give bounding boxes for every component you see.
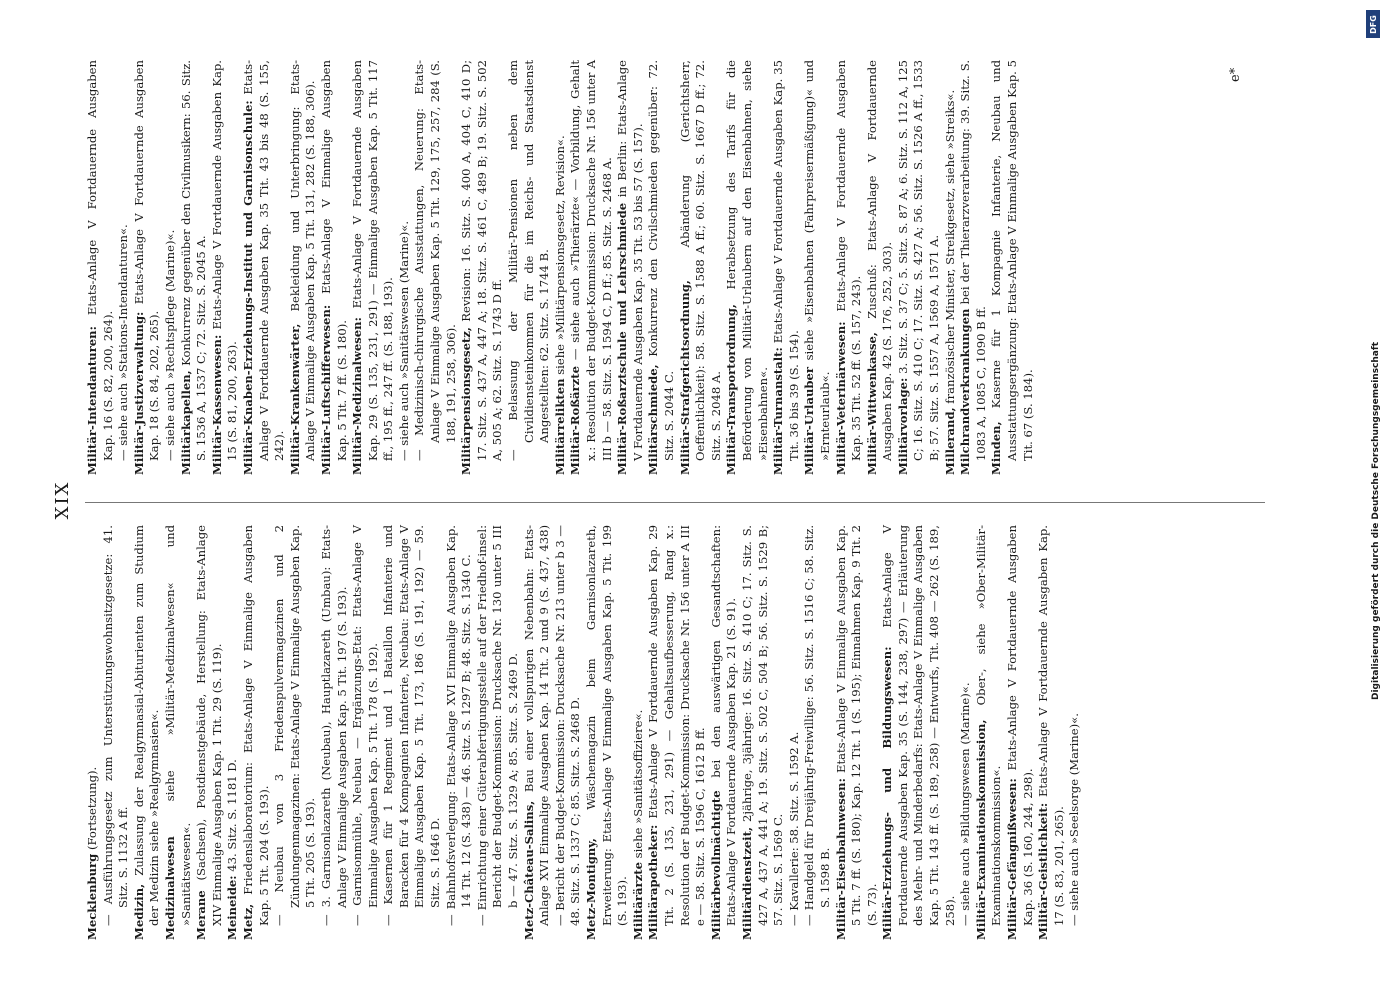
index-entry-text: siehe »Militärpensionsgesetz, Revision«.: [552, 135, 567, 379]
index-entry: [131, 60, 163, 475]
index-entry: [895, 60, 943, 475]
index-entry: [412, 60, 459, 461]
dfg-notice-text: Digitalisierung gefördert durch die Deutsche Forschungsgemeinschaft: [1371, 341, 1381, 700]
index-entry: [240, 60, 288, 475]
index-entry-heading: Militär-Roßärzte: [568, 366, 583, 475]
index-entry-text: Etats-Anlage V Fortdauernde Ausgaben Kap. 16 (S. 82, 200, 264).: [85, 60, 115, 461]
index-entry-text: — siehe auch »Bildungswesen (Marine)«.: [958, 682, 973, 926]
index-entry-text: Bau einer vollspurigen Nebenbahn: Etats-Anlage XVI Einmalige Ausgaben Kap. 14 Tit. 2 und 9 (S. 437, 438) — Bericht der Budget-Kommission: Drucksache Nr. 213 unter b 3 — 48. Sitz. S. 1337 C; 85. Sitz. S. 2468 D.: [521, 525, 583, 926]
index-entry-heading: Militärdienstzeit,: [739, 827, 754, 940]
index-entry-heading: Medizin,: [131, 883, 146, 940]
index-column-left: [85, 525, 1083, 940]
index-entry: [724, 60, 771, 475]
index-entry: [771, 60, 802, 475]
index-entry: [802, 525, 833, 926]
index-entry: [615, 60, 646, 475]
index-entry: [396, 60, 413, 461]
index-entry-text: Etats-Anlage V Fortdauernde Ausgaben Kap. 35 Tit. 43 bis 48 (S. 155, 242).: [240, 60, 287, 461]
index-entry: [225, 525, 241, 940]
index-entry: [506, 60, 553, 461]
index-entry: [833, 525, 881, 940]
index-entry: [318, 60, 350, 475]
index-entry-text: — Kavallerie: 58. Sitz. S. 1592 A.: [786, 731, 801, 926]
index-entry: [739, 525, 787, 940]
index-entry-text: Konkurrenz den Civilschmieden gegenüber: 72. Sitz. S. 2044 C.: [646, 60, 676, 461]
index-entry: [786, 525, 803, 926]
index-entry-text: — siehe auch »Seelsorge (Marine)«.: [1067, 713, 1082, 926]
index-entry: [646, 525, 708, 940]
index-entry: [162, 525, 194, 940]
index-entry-text: 43. Sitz. S. 1181 D.: [225, 759, 240, 876]
index-entry-heading: Merane: [194, 890, 209, 940]
index-entry-text: Etats-Anlage V Fortdauernde Ausgaben Kap. 17 (S. 83, 201, 265).: [1036, 525, 1066, 926]
index-entry-text: Etats-Anlage V Einmalige Ausgaben Kap. 5 Tit. 7 ff. (S. 180).: [318, 60, 349, 461]
index-entry-text: Etats-Anlage V Fortdauernde Ausgaben Kap. 36 (S. 160, 244, 298).: [1005, 525, 1035, 926]
index-column-right: [85, 60, 1036, 475]
index-entry: [287, 60, 319, 475]
index-entry-text: Zuschuß: Etats-Anlage V Fortdauernde Ausgaben Kap. 42 (S. 176, 252, 303).: [864, 60, 895, 461]
index-entry: [833, 60, 865, 475]
index-entry-heading: Militärschmiede,: [646, 364, 661, 475]
index-entry: [942, 60, 959, 475]
index-entry: [989, 60, 1036, 475]
index-entry: [958, 525, 974, 926]
index-entry-text: siehe »Militär-Medizinalwesen« und »Sanitätswesen«.: [162, 525, 193, 926]
index-entry-heading: Militär-Wittwenkasse,: [864, 332, 879, 475]
index-entry: [272, 525, 319, 926]
index-entry-text: Wäschemagazin beim Garnisonlazareth, Erweiterung: Etats-Anlage V Einmalige Ausgaben Kap. 5 Tit. 199 (S. 193).: [584, 525, 630, 926]
index-entry-text: Etats-Anlage V Fortdauernde Ausgaben Kap. 15 (S. 81, 200, 263).: [209, 60, 240, 461]
index-entry: [100, 525, 132, 926]
index-entry-text: Abänderung (Gerichtsherr, Oeffentlichkeit): 58. Sitz. S. 1588 A ff.; 60. Sitz. S. 1667 D ff.; 72. Sitz. S. 2048 A.: [677, 60, 723, 461]
index-entry-heading: Militärbevollmächtigte: [708, 790, 723, 940]
index-entry: [459, 60, 506, 475]
index-entry-heading: Medizinalwesen: [162, 836, 177, 940]
signature-mark: e*: [1228, 67, 1243, 82]
index-entry: [1036, 525, 1067, 940]
index-entry-heading: Militär-Intendanturen:: [85, 326, 99, 475]
index-entry-heading: Militärpensionsgesetz,: [459, 327, 474, 475]
index-entry: [381, 525, 443, 926]
index-entry: [194, 525, 225, 940]
index-entry: [552, 60, 569, 475]
index-entry-text: (Fortsetzung).: [85, 766, 99, 854]
index-entry-text: — Medizinisch-chirurgische Ausstattungen, Neuerung: Etats-Anlage V Einmalige Ausgaben Kap. 5 Tit. 129, 175, 257, 284 (S. 188, 191, 258, 306).: [412, 60, 458, 461]
index-entry: [318, 525, 350, 926]
index-entry-text: siehe »Sanitätsoffiziere«.: [630, 709, 645, 863]
dfg-logo: DFG: [1366, 10, 1380, 38]
index-entry-heading: Militär-Examinationskommission,: [973, 719, 988, 940]
index-entry: [178, 60, 210, 475]
index-entry: [162, 60, 179, 461]
index-entry: [584, 525, 631, 940]
index-entry: [1005, 525, 1036, 940]
index-entry-heading: Metz-Château-Salins,: [521, 800, 536, 940]
index-entry-text: — siehe auch »Stations-Intendanturen«.: [116, 224, 131, 461]
index-entry-text: Revision: 16. Sitz. S. 400 A, 404 C, 410 D; 17. Sitz. S. 437 A, 447 A; 18. Sitz. S. 461 C, 489 B; 19. Sitz. S. 502 A, 505 A; 62. Sitz. S. 1743 D ff.: [459, 60, 505, 461]
index-entry-text: Zulassung der Realgymnasial-Abiturienten zum Studium der Medizin siehe »Realgymnasien«.: [131, 525, 162, 926]
index-entry-heading: Militärärzte: [630, 862, 645, 940]
index-entry: [85, 60, 116, 475]
index-entry-text: Friedenslaboratorium: Etats-Anlage V Einmalige Ausgaben Kap. 5 Tit. 204 (S. 193).: [240, 525, 271, 926]
index-entry-heading: Militär-Roßarztschule und Lehrschmiede: [615, 202, 630, 475]
index-entry-text: in Berlin: Etats-Anlage V Fortdauernde Ausgaben Kap. 35 Tit. 53 bis 57 (S. 157).: [615, 60, 645, 461]
index-entry-heading: Meineide:: [225, 875, 240, 940]
index-entry-text: — Handgeld für Dreijährig-Freiwillige: 56. Sitz. S. 1516 C; 58. Sitz. S. 1598 B.: [802, 525, 832, 926]
index-entry: [630, 525, 647, 940]
index-entry-text: Etats-Anlage V Fortdauernde Ausgaben Kap. 29 (S. 135, 231, 291) — Einmalige Ausgaben Kap. 5 Tit. 117 ff., 195 ff., 247 ff. (S. 188, 193).: [350, 60, 396, 461]
index-entry-heading: Militär-Gefängnißwesen:: [1005, 778, 1020, 940]
index-entry-text: Etats-Anlage V Fortdauernde Ausgaben Kap. 29 Tit. 2 (S. 135, 231, 291) — Gehaltsaufbesserung, Rang x.: Resolution der Budget-Kommission: Drucksache Nr. 156 unter A III e — 58. Sitz. S. 1596 C, 1612 B ff.: [646, 525, 708, 926]
index-entry-text: — siehe auch »Thierärzte« — Vorbildung, Gehalt x.: Resolution der Budget-Kommission: Drucksache Nr. 156 unter A III b — 58. Sitz. S. 1594 C, D ff.; 85. Sitz. S. 2468 A.: [568, 60, 614, 461]
index-entry-heading: Millerand,: [942, 407, 957, 475]
index-entry: [864, 60, 896, 475]
index-entry-text: Etats-Anlage V Fortdauernde Ausgaben Kap. 35 (S. 144, 238, 297) — Erläuterung des Mehr- und Minderbedarfs: Etats-Anlage V Einmalige Ausgaben Kap. 5 Tit. 143 ff. (S. 189, 258) — Entwurfs, Tit. 408 — 262 (S. 189, 258).: [880, 524, 957, 926]
index-entry-heading: Militär-Eisenbahnwesen:: [833, 778, 848, 940]
index-entry: [521, 525, 584, 940]
index-entry-heading: Militärrelikten: [552, 378, 567, 475]
index-entry: [85, 525, 101, 940]
index-entry-text: — Ausführungsgesetz zum Unterstützungswohnsitzgesetze: 41. Sitz. S. 1132 A ff.: [100, 525, 131, 926]
index-entry-text: (Sachsen), Postdienstgebäude, Herstellung: Etats-Anlage XIV Einmalige Ausgaben Kap. 1 Tit. 29 (S. 119).: [194, 525, 224, 926]
index-entry-heading: Militärvorlage:: [895, 377, 910, 475]
index-entry-heading: Militär-Geistlichkeit:: [1036, 802, 1051, 940]
index-entry-text: — Bahnhofsverlegung: Etats-Anlage XVI Einmalige Ausgaben Kap. 14 Tit. 12 (S. 438) — 46. Sitz. S. 1297 B; 48. Sitz. S. 1340 C.: [443, 525, 474, 926]
index-entry: [209, 60, 241, 475]
index-entry: [350, 60, 397, 475]
index-entry: [443, 525, 475, 926]
index-entry-text: Bekleidung und Unterbringung: Etats-Anlage V Einmalige Ausgaben Kap. 5 Tit. 131, 282 (S. 188, 306).: [287, 60, 318, 461]
index-entry-text: französischer Minister, Streikgesetz, siehe »Streiks«.: [942, 89, 957, 408]
index-entry-heading: Militär-Knaben-Erziehungs-Institut und Garnisonschule:: [240, 100, 255, 475]
index-entry: [880, 524, 958, 940]
index-entry-heading: Militär-Luftschifferwesen:: [318, 304, 333, 475]
index-entry-heading: Militär-Transportordnung,: [724, 304, 739, 475]
index-entry-heading: Militär-Medizinalwesen:: [350, 317, 365, 475]
index-entry: [708, 525, 740, 940]
index-entry-text: — Neubau von 3 Friedenspulvermagazinen und 2 Zündungenmagazinen: Etats-Anlage V Einmalige Ausgaben Kap. 5 Tit. 205 (S. 193).: [272, 525, 318, 926]
index-entry-heading: Minden,: [989, 421, 1004, 475]
index-entry-heading: Militär-Strafgerichtsordnung,: [677, 280, 692, 475]
index-entry-heading: Metz,: [240, 903, 255, 940]
index-entry-heading: Militär-Kassenwesen:: [209, 334, 224, 475]
index-entry-text: — siehe auch »Rechtspflege (Marine)«.: [162, 229, 177, 461]
index-entry-text: 3. Sitz. S. 37 C; 5. Sitz. S. 87 A; 6. Sitz. S. 112 A, 125 C; 16. Sitz. S. 410 C; 17. Sitz. S. 427 A; 56. Sitz. S. 1526 A ff., 1533 B; 57. Sitz. S. 1557 A, 1569 A, 1571 A.: [895, 60, 942, 461]
index-entry-heading: Militär-Justizverwaltung:: [131, 311, 146, 475]
index-entry-text: — 3. Garnisonlazareth (Neubau), Hauptlazareth (Umbau): Etats-Anlage V Einmalige Ausgaben Kap. 5 Tit. 197 (S. 193).: [318, 525, 349, 926]
index-entry-text: bei der Thierarzverarbeitung: 39. Sitz. S. 1083 A, 1085 C, 1090 B ff.: [958, 60, 988, 461]
index-entry-heading: Mecklenburg: [85, 853, 99, 940]
column-divider: [85, 502, 1265, 503]
index-entry: [677, 60, 725, 475]
index-entry-text: — Belassung der Militär-Pensionen neben dem Civildiensteinkommen für die im Reichs- und Staatsdienst Angestellten: 62. Sitz. S. 1744 B.: [506, 60, 552, 461]
index-entry-text: Etats-Anlage V Fortdauernde Ausgaben Kap. 35 Tit. 36 bis 39 (S. 154).: [771, 60, 801, 461]
index-entry-text: 2jährige, 3jährige: 16. Sitz. S. 410 C; 17. Sitz. S. 427 A, 437 A, 441 A; 19. Sitz. S. 502 C, 504 B; 56. Sitz. S. 1529 B; 57. Sitz. S. 1569 C.: [739, 525, 786, 926]
index-entry-heading: Militär-Erziehungs- und Bildungswesen:: [880, 646, 895, 940]
index-entry-text: — siehe auch »Sanitätswesen (Marine)«.: [396, 220, 411, 461]
index-entry-text: Ober-, siehe »Ober-Militär-Examinationskommission«.: [973, 525, 1004, 926]
index-entry-heading: Militär-Urlauber: [802, 367, 817, 475]
index-entry-heading: Metz-Montigny,: [584, 838, 598, 940]
index-entry-heading: Militär-Krankenwärter,: [287, 323, 302, 475]
index-entry-text: bei den auswärtigen Gesandtschaften: Etats-Anlage V Fortdauernde Ausgaben Kap. 21 (S. 91).: [708, 525, 739, 926]
index-entry-text: — Einrichtung einer Güterabfertigungsstelle auf der Friedhof-insel: Bericht der Budget-Kommission: Drucksache Nr. 130 unter 5 III b — 47. Sitz. S. 1329 A; 85. Sitz. S. 2469 D.: [474, 525, 521, 926]
page-number: XIX: [52, 480, 73, 520]
index-entry-text: siehe »Eisenbahnen (Fahrpreisermäßigung)« und »Ernteurlaub«.: [802, 60, 832, 461]
index-entry-text: Kaserne für 1 Kompagnie Infanterie, Neubau und Ausstattungsergänzung: Etats-Anlage V Einmalige Ausgaben Kap. 5 Tit. 67 (S. 184).: [989, 60, 1035, 461]
index-entry-text: Etats-Anlage V Fortdauernde Ausgaben Kap. 35 Tit. 52 ff. (S. 157, 243).: [833, 60, 864, 461]
index-entry-text: — Kasernen für 1 Regiment und 1 Bataillon Infanterie und Baracken für 4 Kompagnien Infanterie, Neubau: Etats-Anlage V Einmalige Ausgaben Kap. 5 Tit. 173, 186 (S. 191, 192) — 59. Sitz. S. 1646 D.: [381, 525, 443, 926]
index-entry: [646, 60, 677, 475]
index-entry: [131, 525, 163, 940]
index-entry-text: Etats-Anlage V Fortdauernde Ausgaben Kap. 18 (S. 84, 202, 265).: [131, 60, 162, 461]
index-entry-heading: Militärkapellen,: [178, 370, 193, 475]
index-entry-text: Etats-Anlage V Einmalige Ausgaben Kap. 5 Tit. 7 ff. (S. 180); Kap. 12 Tit. 1 (S. 195); Einnahmen Kap. 9 Tit. 2 (S. 73).: [833, 525, 879, 926]
index-entry-text: Herabsetzung des Tarifs für die Beförderung von Militär-Urlaubern auf den Eisenbahnen, siehe »Eisenbahnen«.: [724, 60, 770, 461]
index-entry: [568, 60, 615, 475]
index-entry-heading: Militärapotheker:: [646, 824, 661, 940]
index-entry: [116, 60, 132, 461]
index-entry-heading: Milchrandverkrankungen: [958, 308, 973, 475]
index-entry-heading: Militär-Turnanstalt:: [771, 347, 786, 475]
index-entry-text: — Garnisonmühle, Neubau — Ergänzungs-Etat: Etats-Anlage V Einmalige Ausgaben Kap. 5 Tit. 178 (S. 192).: [350, 525, 380, 926]
index-entry: [1067, 525, 1083, 926]
index-entry: [973, 525, 1005, 940]
index-entry: [474, 525, 522, 926]
index-entry: [958, 60, 989, 475]
index-entry-text: Konkurrenz gegenüber den Civilmusikern: 56. Sitz. S. 1536 A, 1537 C; 72. Sitz. S. 2045 A.: [178, 60, 209, 461]
index-entry: [240, 525, 272, 940]
index-entry-heading: Militär-Veterinärwesen:: [833, 321, 848, 475]
index-entry: [350, 525, 381, 926]
index-entry: [802, 60, 833, 475]
